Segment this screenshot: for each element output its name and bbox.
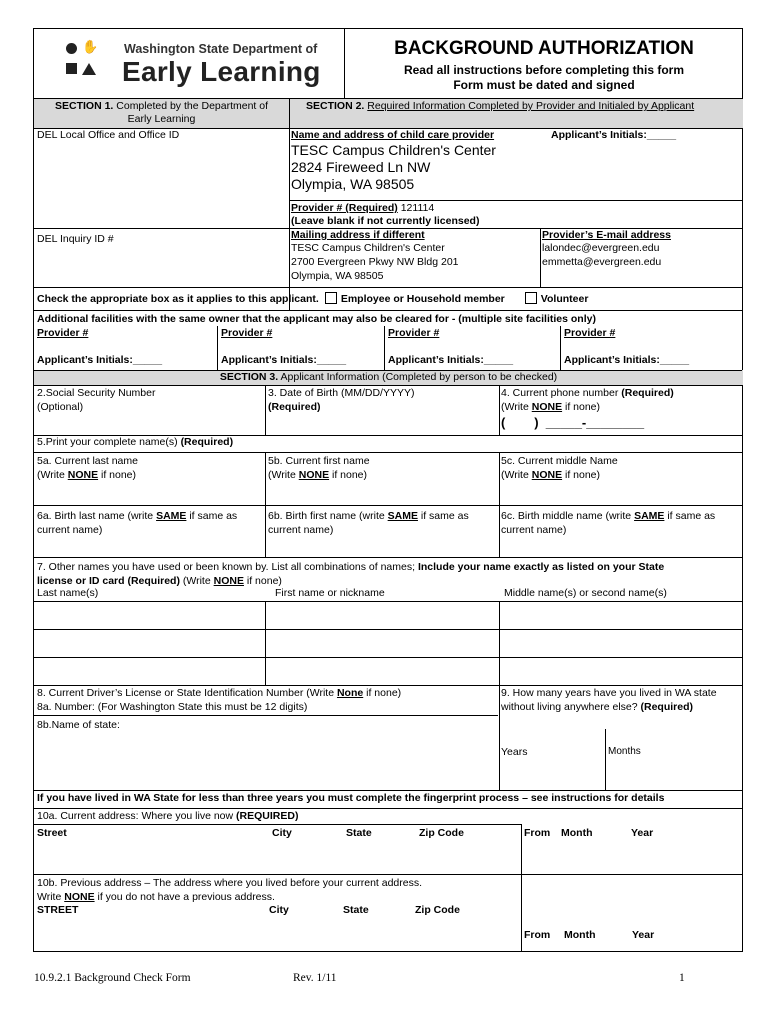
previous-month-field[interactable]: Month (564, 929, 596, 941)
agency-name: Early Learning (122, 56, 321, 87)
del-office-label: DEL Local Office and Office ID (37, 129, 180, 141)
birth-middle-name-field[interactable]: 6c. Birth middle name (write SAME if same as current name) (501, 510, 716, 536)
previous-year-field[interactable]: Year (632, 929, 655, 941)
other-names-row-1[interactable] (34, 602, 743, 628)
birth-last-name-field[interactable]: 6a. Birth last name (write SAME if same as current name) (37, 510, 238, 536)
agency-line: Washington State Department of (124, 42, 318, 56)
additional-facilities-label: Additional facilities with the same owner that the applicant may also be cleared for - (multiple site facilities only) (37, 313, 596, 325)
del-inquiry-label: DEL Inquiry ID # (37, 233, 114, 245)
provider-address-line-2[interactable]: 2824 Fireweed Ln NW (291, 159, 431, 175)
mailing-line-2[interactable]: 2700 Evergreen Pkwy NW Bldg 201 (291, 256, 459, 268)
additional-provider-3[interactable]: Provider # (388, 327, 440, 339)
license-label: 8. Current Driver’s License or State Identification Number (Write None if none) 8a. Number: (For Washington State this must be 12 digits) (37, 687, 402, 713)
employee-checkbox[interactable] (325, 292, 337, 304)
other-first-name-header: First name or nickname (275, 587, 385, 599)
del-logo (66, 41, 106, 81)
print-name-label: 5.Print your complete name(s) (Required) (37, 436, 234, 448)
ssn-field[interactable]: 2.Social Security Number (Optional) (37, 387, 156, 413)
current-last-name-field[interactable]: 5a. Current last name (Write NONE if none) (37, 455, 138, 481)
current-address-label: 10a. Current address: Where you live now (REQUIRED) (37, 810, 299, 822)
logo-square-icon (66, 63, 77, 74)
current-zip-label[interactable]: Zip Code (419, 827, 464, 839)
logo-hand-icon: ✋ (82, 39, 99, 54)
current-state-label[interactable]: State (346, 827, 372, 839)
previous-street-label[interactable]: STREET (37, 904, 79, 916)
dob-field[interactable]: 3. Date of Birth (MM/DD/YYYY) (Required) (268, 387, 415, 413)
instructions-line-1: Read all instructions before completing this form (403, 63, 685, 77)
phone-mask[interactable]: ( ) _____-________ (501, 415, 645, 430)
logo-circle-icon (66, 43, 77, 54)
logo-triangle-icon (82, 63, 96, 75)
form-id: 10.9.2.1 Background Check Form (34, 972, 191, 984)
provider-address-line-1[interactable]: TESC Campus Children's Center (291, 142, 496, 158)
form-title: BACKGROUND AUTHORIZATION (394, 38, 694, 59)
additional-provider-2[interactable]: Provider # (221, 327, 273, 339)
current-first-name-field[interactable]: 5b. Current first name (Write NONE if none) (268, 455, 370, 481)
state-name-field[interactable]: 8b.Name of state: (37, 719, 120, 731)
years-field[interactable]: Years (501, 746, 528, 758)
leave-blank-note: (Leave blank if not currently licensed) (291, 215, 480, 227)
previous-address-label: 10b. Previous address – The address where you lived before your current address. Write NONE if you do not have a previous address. (37, 877, 423, 903)
other-names-label: 7. Other names you have used or been known by. List all combinations of names; Include your name exactly as listed on your State license or ID card (Required) (Write NONE if none) (37, 561, 665, 587)
birth-first-name-field[interactable]: 6b. Birth first name (write SAME if same as current name) (268, 510, 469, 536)
additional-initials-2[interactable]: Applicant’s Initials:_____ (221, 354, 347, 366)
other-middle-name-header: Middle name(s) or second name(s) (504, 587, 667, 599)
additional-initials-4[interactable]: Applicant’s Initials:_____ (564, 354, 690, 366)
provider-name-label: Name and address of child care provider (291, 129, 495, 141)
additional-initials-1[interactable]: Applicant’s Initials:_____ (37, 354, 163, 366)
additional-provider-4[interactable]: Provider # (564, 327, 616, 339)
mailing-line-3[interactable]: Olympia, WA 98505 (291, 270, 384, 282)
revision: Rev. 1/11 (293, 972, 337, 984)
section1-header: SECTION 1. Completed by the Department of Early Learning (54, 100, 269, 125)
previous-city-label[interactable]: City (269, 904, 289, 916)
volunteer-checkbox[interactable] (525, 292, 537, 304)
other-last-name-header: Last name(s) (37, 587, 99, 599)
other-names-row-3[interactable] (34, 658, 743, 684)
current-middle-name-field[interactable]: 5c. Current middle Name (Write NONE if none) (501, 455, 618, 481)
other-names-row-2[interactable] (34, 630, 743, 656)
provider-address-line-3[interactable]: Olympia, WA 98505 (291, 176, 415, 192)
previous-state-label[interactable]: State (343, 904, 369, 916)
provider-email-label: Provider’s E-mail address (542, 229, 671, 241)
instructions-line-2: Form must be dated and signed (453, 78, 635, 92)
years-in-wa-label: 9. How many years have you lived in WA state without living anywhere else? (Required) (501, 687, 717, 713)
page-number: 1 (679, 972, 685, 984)
phone-field[interactable]: 4. Current phone number (Required) (Write NONE if none) (501, 387, 674, 413)
applicant-type-row: Check the appropriate box as it applies to this applicant. Employee or Household member Volunteer (37, 293, 589, 305)
section3-header: SECTION 3. Applicant Information (Completed by person to be checked) (219, 371, 558, 383)
current-from-label: From (524, 827, 551, 839)
additional-initials-3[interactable]: Applicant’s Initials:_____ (388, 354, 514, 366)
background-authorization-form (33, 28, 743, 952)
current-city-label[interactable]: City (272, 827, 292, 839)
provider-number[interactable]: Provider # (Required) 121114 (291, 202, 435, 214)
current-year-field[interactable]: Year (631, 827, 654, 839)
previous-from-label: From (524, 929, 551, 941)
applicant-initials-provider[interactable]: Applicant’s Initials:_____ (551, 129, 677, 141)
months-field[interactable]: Months (608, 746, 641, 757)
mailing-address-label: Mailing address if different (291, 229, 425, 241)
provider-email-2[interactable]: emmetta@evergreen.edu (542, 256, 662, 268)
previous-zip-label[interactable]: Zip Code (415, 904, 460, 916)
section2-header: SECTION 2. Required Information Completed by Provider and Initialed by Applicant (306, 100, 695, 112)
additional-provider-1[interactable]: Provider # (37, 327, 89, 339)
current-street-label[interactable]: Street (37, 827, 67, 839)
fingerprint-note: If you have lived in WA State for less than three years you must complete the fingerprint process – see instructions for details (37, 792, 665, 804)
provider-email-1[interactable]: lalondec@evergreen.edu (542, 242, 660, 254)
current-month-field[interactable]: Month (561, 827, 593, 839)
mailing-line-1[interactable]: TESC Campus Children's Center (291, 242, 445, 254)
